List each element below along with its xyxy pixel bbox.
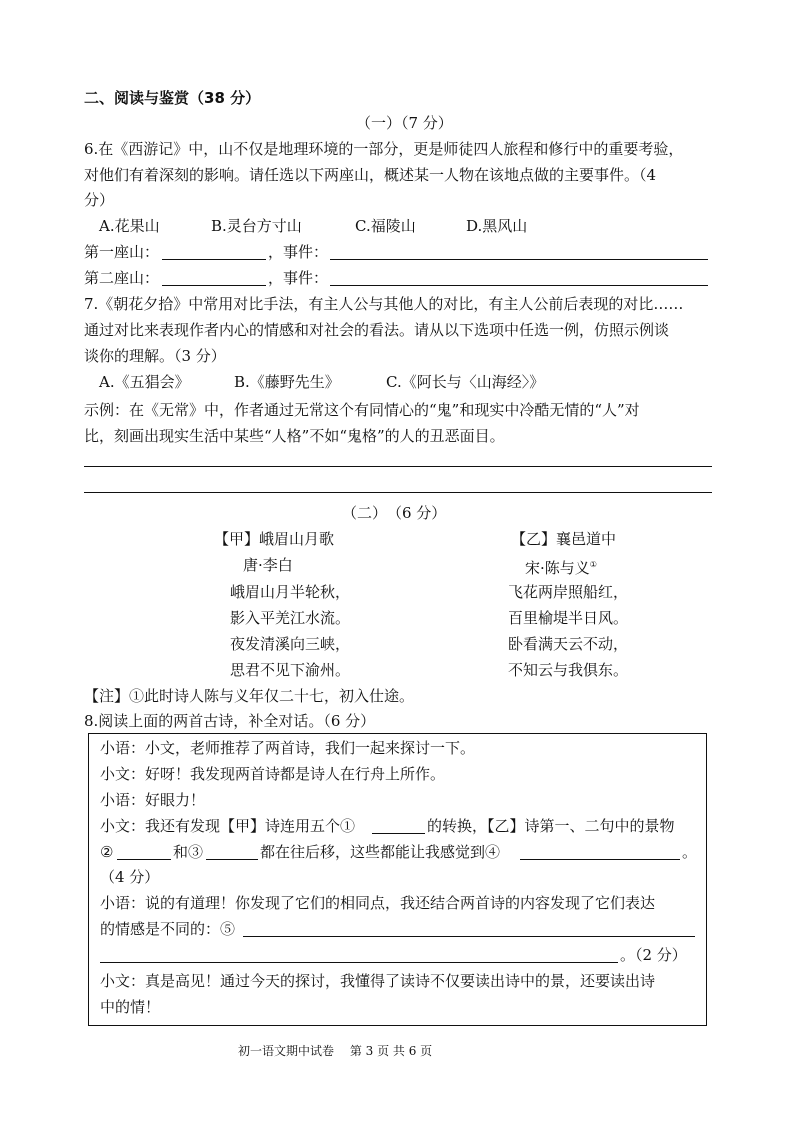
poem-a-line1: 峨眉山月半轮秋，: [230, 583, 351, 601]
poem-a-title: 【甲】峨眉山月歌: [214, 530, 335, 548]
poem-b-line3: 卧看满天云不动，: [508, 635, 629, 653]
dialogue-line2: 小文：好呀！我发现两首诗都是诗人在行舟上所作。: [100, 765, 446, 783]
dialogue-line5a: ②: [100, 843, 114, 861]
q7-option-c: C.《阿长与〈山海经〉》: [386, 373, 545, 391]
q7-line3: 谈你的理解。（3 分）: [84, 347, 226, 365]
poem-note: 【注】①此时诗人陈与义年仅二十七，初入仕途。: [84, 687, 415, 705]
blank-1[interactable]: [372, 833, 425, 834]
q6-line3: 分）: [84, 191, 115, 209]
poem-a-line4: 思君不见下渝州。: [230, 661, 351, 679]
poem-b-line2: 百里榆堤半日风。: [508, 609, 629, 627]
part2-heading: （二） （6 分）: [342, 504, 447, 522]
mountain1-blank[interactable]: [162, 259, 266, 260]
dialogue-line5b: 和③: [173, 843, 204, 861]
poem-b-note-mark: ①: [589, 560, 597, 569]
poem-b-title: 【乙】襄邑道中: [511, 530, 617, 548]
event2-blank[interactable]: [330, 285, 708, 286]
blank-3[interactable]: [206, 859, 258, 860]
q6-option-b: B.灵台方寸山: [211, 217, 302, 235]
dialogue-line4a: 小文：我还有发现【甲】诗连用五个①: [100, 817, 356, 835]
poem-b-line4: 不知云与我俱东。: [508, 661, 629, 679]
poem-b-author-wrap: [525, 555, 597, 578]
blank-5b[interactable]: [100, 962, 618, 963]
event2-label: ，事件：: [268, 269, 329, 287]
dialogue-line5d: 。: [682, 843, 698, 861]
blank-2[interactable]: [117, 859, 171, 860]
q8-prompt: 8.阅读上面的两首古诗，补全对话。（6 分）: [84, 712, 376, 730]
dialogue-line1: 小语：小文，老师推荐了两首诗，我们一起来探讨一下。: [100, 739, 476, 757]
poem-b-author: 宋·陈与义: [525, 559, 590, 577]
poem-b-line1: 飞花两岸照船红，: [508, 583, 629, 601]
q7-option-b: B.《藤野先生》: [234, 373, 340, 391]
q7-example-line2: 比，刻画出现实生活中某些“人格”不如“鬼格”的人的丑恶面目。: [84, 427, 505, 445]
q6-option-d: D.黑风山: [466, 217, 528, 235]
event1-blank[interactable]: [330, 259, 708, 260]
dialogue-line9: 。（2 分）: [620, 946, 687, 964]
q6-option-c: C.福陵山: [355, 217, 416, 235]
blank-5a[interactable]: [243, 936, 695, 937]
q7-line2: 通过对比来表现作者内心的情感和对社会的看法。请从以下选项中任选一例，仿照示例谈: [84, 321, 670, 339]
dialogue-line4b: 的转换，【乙】诗第一、二句中的景物: [427, 817, 675, 835]
dialogue-line10: 小文：真是高见！通过今天的探讨，我懂得了读诗不仅要读出诗中的景，还要读出诗: [100, 972, 656, 990]
q7-answer-line1[interactable]: [84, 466, 712, 467]
poem-a-author: 唐·李白: [243, 556, 293, 574]
q6-line2: 对他们有着深刻的影响。请任选以下两座山，概述某一人物在该地点做的主要事件。（4: [84, 166, 657, 184]
poem-a-line2: 影入平羌江水流。: [230, 609, 351, 627]
event1-label: ，事件：: [268, 243, 329, 261]
fill-mountain2-label: 第二座山：: [84, 269, 160, 287]
dialogue-line8: 的情感是不同的：⑤: [100, 920, 236, 938]
poem-a-line3: 夜发清溪向三峡，: [230, 635, 351, 653]
q6-line1: 6.在《西游记》中，山不仅是地理环境的一部分，更是师徒四人旅程和修行中的重要考验，: [84, 140, 684, 158]
page-footer: 初一语文期中试卷 第 3 页 共 6 页: [238, 1044, 433, 1058]
q7-example-line1: 示例：在《无常》中，作者通过无常这个有同情心的“鬼”和现实中冷酷无情的“人”对: [84, 401, 640, 419]
mountain2-blank[interactable]: [162, 285, 266, 286]
q6-option-a: A.花果山: [99, 217, 160, 235]
part1-heading: （一）（7 分）: [356, 114, 453, 132]
fill-mountain1-label: 第一座山：: [84, 243, 160, 261]
dialogue-line7: 小语：说的有道理！你发现了它们的相同点，我还结合两首诗的内容发现了它们表达: [100, 894, 656, 912]
q7-line1: 7.《朝花夕拾》中常用对比手法，有主人公与其他人的对比，有主人公前后表现的对比……: [84, 295, 684, 313]
section-title: 二、阅读与鉴赏（38 分）: [84, 89, 261, 107]
dialogue-line6: （4 分）: [100, 868, 160, 886]
dialogue-line5c: 都在往后移，这些都能让我感觉到④: [260, 843, 501, 861]
dialogue-line3: 小语：好眼力！: [100, 791, 206, 809]
q7-option-a: A.《五猖会》: [99, 373, 190, 391]
q7-answer-line2[interactable]: [84, 492, 712, 493]
blank-4[interactable]: [520, 859, 680, 860]
dialogue-line11: 中的情！: [100, 998, 161, 1016]
